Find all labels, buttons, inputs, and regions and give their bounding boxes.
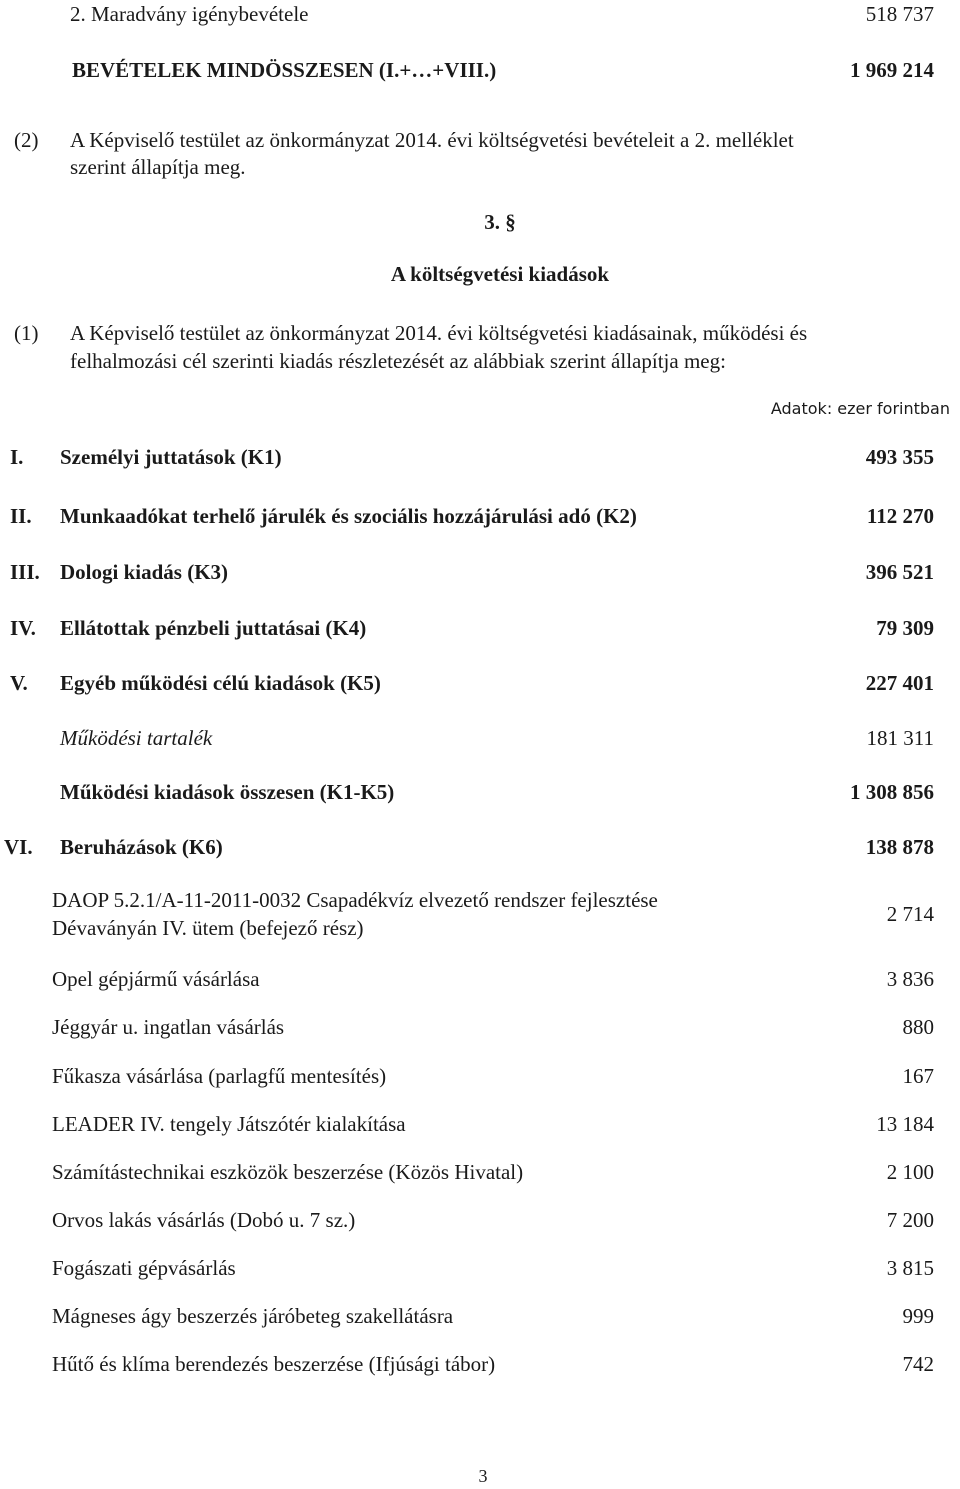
investment-item-label: Jéggyár u. ingatlan vásárlás (52, 1015, 285, 1039)
expense-value: 493 355 (865, 445, 934, 469)
revenue-item-2-label: 2. Maradvány igénybevétele (70, 2, 309, 26)
expense-num: I. (10, 445, 24, 469)
page-number: 3 (478, 1466, 488, 1486)
operating-total-label: Működési kiadások összesen (K1-K5) (60, 780, 395, 804)
investment-item-label: LEADER IV. tengely Játszótér kialakítása (52, 1112, 406, 1136)
expense-value: 227 401 (865, 671, 934, 695)
paragraph-2-line-2: szerint állapítja meg. (70, 155, 246, 179)
investments-value: 138 878 (865, 835, 934, 859)
paragraph-2-number: (2) (14, 128, 39, 152)
investment-item-label: Opel gépjármű vásárlása (52, 967, 260, 991)
investment-item-label: Fogászati gépvásárlás (52, 1256, 236, 1280)
expense-label: Egyéb működési célú kiadások (K5) (60, 671, 381, 695)
investment-item-label-line-1: DAOP 5.2.1/A-11-2011-0032 Csapadékvíz elvezető rendszer fejlesztése (52, 888, 658, 912)
section-title: A költségvetési kiadások (390, 262, 610, 286)
section-heading: 3. § (484, 210, 516, 234)
paragraph-2-line-1: A Képviselő testület az önkormányzat 2014. évi költségvetési bevételeit a 2. melléklet (70, 128, 794, 152)
expense-value: 112 270 (866, 504, 934, 528)
investment-item-label: Hűtő és klíma berendezés beszerzése (Ifjúsági tábor) (52, 1352, 496, 1376)
investments-num: VI. (4, 835, 33, 859)
investment-item-label: Fűkasza vásárlása (parlagfű mentesítés) (52, 1064, 387, 1088)
expense-num: III. (10, 560, 40, 584)
expense-num: II. (10, 504, 32, 528)
investment-item-value: 742 (902, 1352, 934, 1376)
expense-value: 79 309 (876, 616, 934, 640)
reserve-value: 181 311 (866, 726, 934, 750)
investment-item-value: 2 100 (886, 1160, 934, 1184)
expense-value: 396 521 (865, 560, 934, 584)
investment-item-value: 13 184 (876, 1112, 934, 1136)
investments-label: Beruházások (K6) (60, 835, 223, 859)
investment-item-value: 880 (902, 1015, 934, 1039)
expense-label: Személyi juttatások (K1) (60, 445, 282, 469)
revenue-total-value: 1 969 214 (850, 58, 934, 82)
revenue-total-label: BEVÉTELEK MINDÖSSZESEN (I.+…+VIII.) (72, 58, 497, 82)
investment-item-value: 167 (902, 1064, 934, 1088)
revenue-item-2-value: 518 737 (865, 2, 934, 26)
expense-num: IV. (10, 616, 36, 640)
investment-item-label: Mágneses ágy beszerzés járóbeteg szakellátásra (52, 1304, 454, 1328)
investment-item-label: Orvos lakás vásárlás (Dobó u. 7 sz.) (52, 1208, 356, 1232)
paragraph-1-line-1: A Képviselő testület az önkormányzat 2014. évi költségvetési kiadásainak, működési és (70, 321, 808, 345)
investment-item-value: 3 815 (886, 1256, 934, 1280)
paragraph-1-line-2: felhalmozási cél szerinti kiadás részletezését az alábbiak szerint állapítja meg: (70, 349, 726, 373)
investment-item-value: 3 836 (886, 967, 934, 991)
investment-item-label-line-2: Dévaványán IV. ütem (befejező rész) (52, 916, 364, 940)
investment-item-value: 999 (902, 1304, 934, 1328)
investment-item-label: Számítástechnikai eszközök beszerzése (Közös Hivatal) (52, 1160, 524, 1184)
reserve-label: Működési tartalék (60, 726, 213, 750)
operating-total-value: 1 308 856 (850, 780, 934, 804)
expense-num: V. (10, 671, 28, 695)
investment-item-value: 2 714 (886, 902, 934, 926)
expense-label: Dologi kiadás (K3) (60, 560, 229, 584)
paragraph-1-number: (1) (14, 321, 39, 345)
investment-item-value: 7 200 (886, 1208, 934, 1232)
expense-label: Munkaadókat terhelő járulék és szociális hozzájárulási adó (K2) (60, 504, 637, 528)
expense-label: Ellátottak pénzbeli juttatásai (K4) (60, 616, 367, 640)
unit-note: Adatok: ezer forintban (770, 399, 950, 418)
